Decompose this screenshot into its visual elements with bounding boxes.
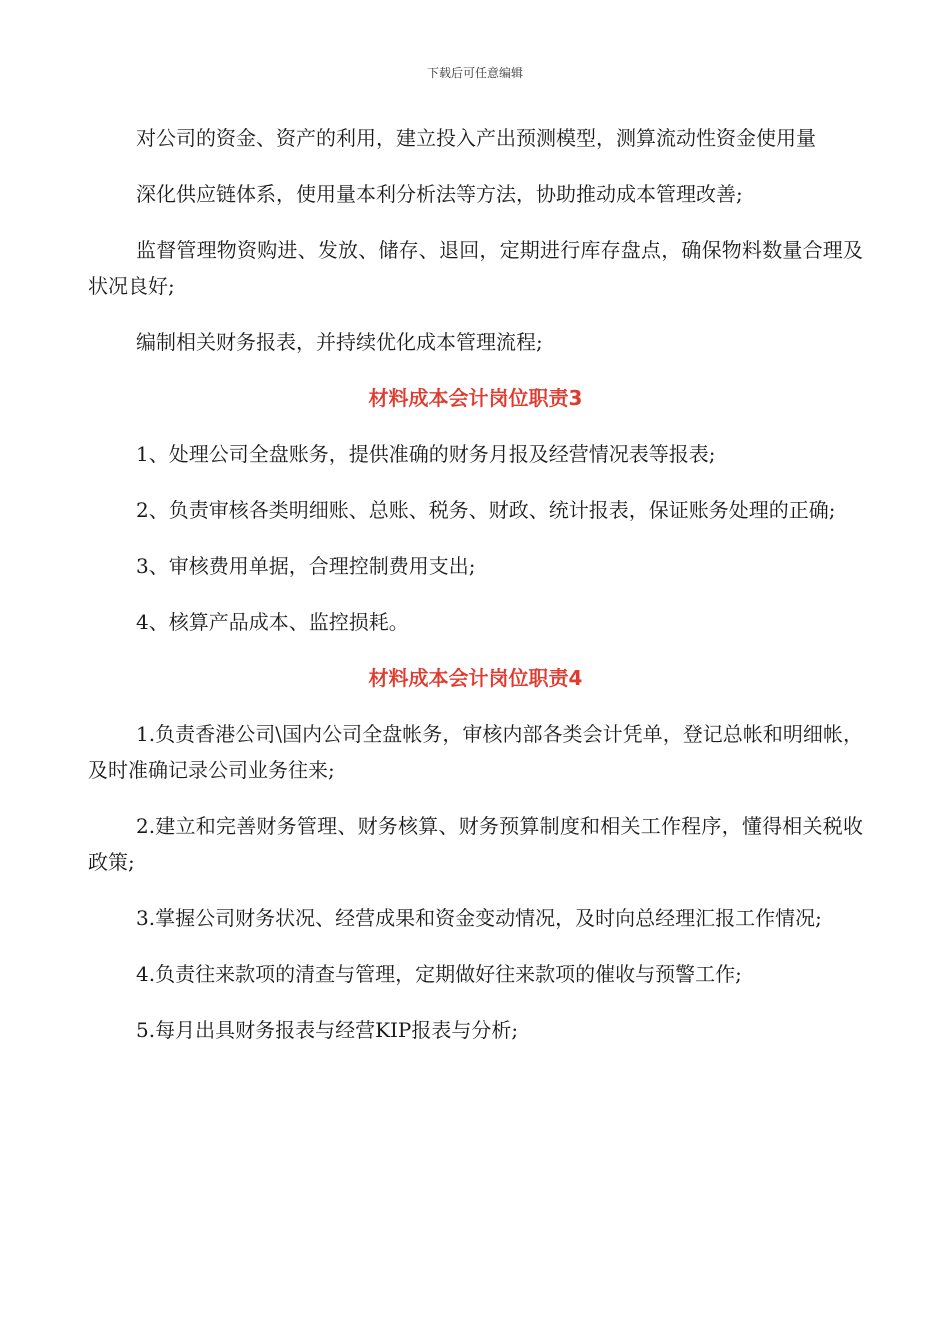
paragraph: 3.掌握公司财务状况、经营成果和资金变动情况，及时向总经理汇报工作情况;	[136, 906, 822, 930]
paragraph: 对公司的资金、资产的利用，建立投入产出预测模型，测算流动性资金使用量	[136, 126, 816, 150]
document-body	[88, 120, 863, 1068]
paragraph: 编制相关财务报表，并持续优化成本管理流程;	[136, 330, 543, 354]
paragraph: 2.建立和完善财务管理、财务核算、财务预算制度和相关工作程序，懂得相关税收政策;	[88, 814, 863, 874]
paragraph: 1.负责香港公司\国内公司全盘帐务，审核内部各类会计凭单，登记总帐和明细帐，及时准确记录公司业务往来;	[88, 722, 863, 782]
paragraph: 3、审核费用单据，合理控制费用支出;	[136, 554, 476, 578]
paragraph: 2、负责审核各类明细账、总账、税务、财政、统计报表，保证账务处理的正确;	[136, 498, 836, 522]
paragraph: 5.每月出具财务报表与经营KIP报表与分析;	[136, 1018, 519, 1042]
paragraph: 1、处理公司全盘账务，提供准确的财务月报及经营情况表等报表;	[136, 442, 716, 466]
paragraph: 4、核算产品成本、监控损耗。	[136, 610, 409, 634]
paragraph: 4.负责往来款项的清查与管理，定期做好往来款项的催收与预警工作;	[136, 962, 742, 986]
section-heading: 材料成本会计岗位职责3	[368, 386, 583, 410]
page-header: 下载后可任意编辑	[426, 66, 523, 80]
paragraph: 监督管理物资购进、发放、储存、退回，定期进行库存盘点，确保物料数量合理及状况良好;	[88, 238, 863, 298]
section-heading: 材料成本会计岗位职责4	[368, 666, 583, 690]
paragraph: 深化供应链体系，使用量本利分析法等方法，协助推动成本管理改善;	[136, 182, 743, 206]
